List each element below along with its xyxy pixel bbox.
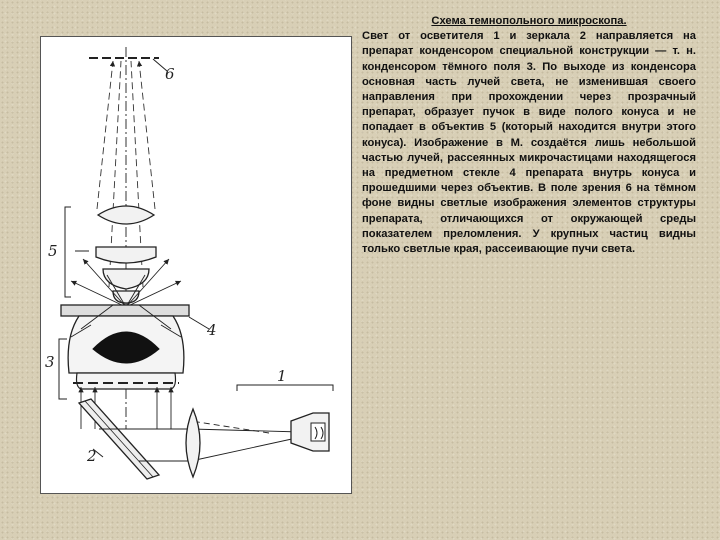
label-2: 2 [87, 447, 97, 465]
objective-lens-middle [96, 247, 156, 263]
slide-body: Свет от осветителя 1 и зеркала 2 направляется на препарат конденсором специальной конструкции — т. н. конденсором тёмного поля 3. По выходе из конденсора основная часть лучей света, не изменившая своего направления при прохождении через прозрачный препарат, образует пучок в виде полого конуса и не попадает в объектив 5 (который находится внутри этого конуса). Изображение в М. создаётся лишь небольшой частью лучей, рассеянных микрочастицами находящегося на предметном стекле 4 препарата внутрь конуса и прошедшими через объектив. В поле зрения 6 на тёмном фоне видны светлые изображения элементов структуры препарата, отличающихся от окружающей среды показателем преломления. У крупных частиц видны только светлые края, рассеивающие пучи света. [362, 30, 696, 256]
label-3: 3 [45, 353, 55, 371]
label-1: 1 [277, 367, 287, 385]
illuminator-1 [237, 367, 333, 451]
label-4: 4 [207, 321, 217, 339]
objective-bracket [48, 207, 89, 297]
darkfield-microscope-diagram [41, 37, 351, 493]
slide-title: Схема темнопольного микроскопа. [431, 15, 627, 27]
objective-lens-bottom [103, 269, 149, 289]
diagram-panel [40, 36, 352, 494]
objective-lens-top [98, 206, 154, 224]
collector-lens [186, 409, 200, 477]
field-of-view-6 [89, 58, 175, 83]
mirror-2 [79, 399, 159, 479]
label-5: 5 [48, 242, 58, 260]
darkfield-condenser-3 [45, 316, 184, 399]
description-text [362, 14, 696, 257]
objective-lenses [96, 206, 156, 303]
label-6: 6 [165, 65, 175, 83]
